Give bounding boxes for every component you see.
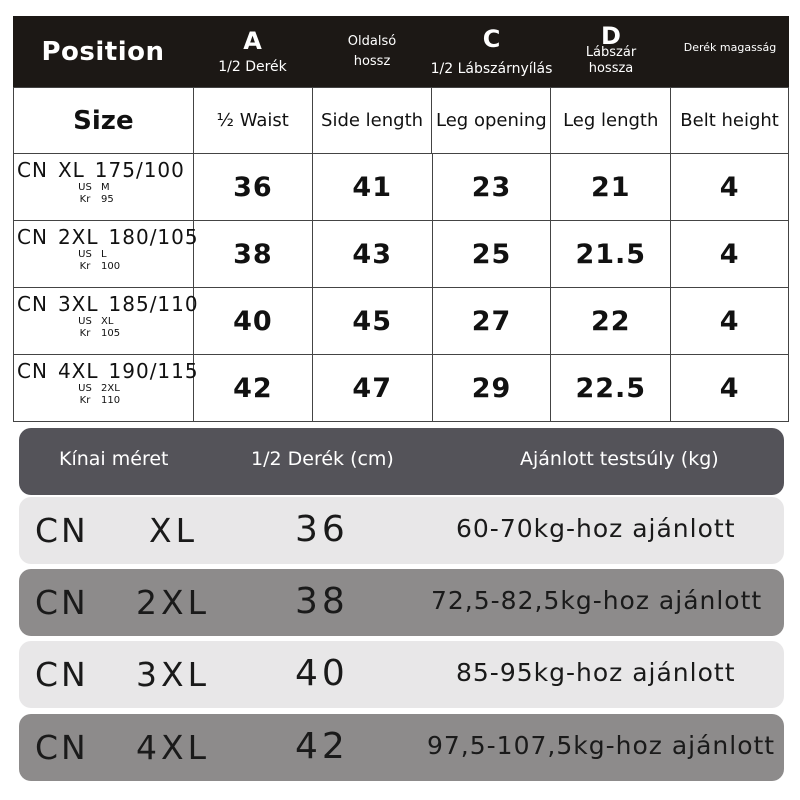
recommend-row — [19, 569, 784, 636]
recommend-waist: 38 — [295, 581, 349, 622]
recommend-row — [19, 497, 784, 564]
value-cell — [194, 355, 313, 422]
value-waist: 36 — [233, 171, 273, 203]
value-belt-height: 4 — [719, 305, 740, 337]
kr-label: Kr — [79, 395, 91, 406]
recommend-weight: 97,5-107,5kg-hoz ajánlott — [427, 731, 776, 760]
size-cn: CN — [17, 359, 48, 383]
label-side-length: Side length — [321, 110, 424, 131]
recommend-header — [19, 428, 784, 495]
header-sub-e: Derék magasság — [683, 41, 777, 54]
size-code: 3XL — [57, 292, 99, 316]
recommend-row — [19, 714, 784, 781]
value-cell — [551, 154, 671, 221]
value-leg-length: 21 — [591, 171, 631, 203]
kr-value: 110 — [101, 395, 121, 406]
header-letter-c: C — [482, 24, 501, 53]
recommend-weight: 72,5-82,5kg-hoz ajánlott — [431, 586, 763, 615]
size-title: Size — [73, 105, 134, 136]
value-cell — [313, 355, 433, 422]
header-col-c — [432, 16, 551, 87]
value-cell — [671, 288, 789, 355]
us-value: XL — [101, 316, 114, 327]
label-leg-opening: Leg opening — [436, 110, 547, 131]
value-leg-length: 22 — [591, 305, 631, 337]
value-cell — [194, 288, 313, 355]
size-us — [69, 249, 107, 261]
header-col-e — [671, 16, 789, 87]
header-col-a — [193, 16, 312, 87]
size-cn: CN — [17, 225, 48, 249]
label-cell — [194, 88, 313, 154]
value-cell — [671, 221, 789, 288]
position-header-cell — [13, 16, 193, 87]
recommend-waist: 40 — [295, 653, 349, 694]
value-waist: 38 — [233, 238, 273, 270]
recommend-header-size: Kínai méret — [59, 448, 169, 470]
recommend-size: 4XL — [136, 728, 210, 767]
value-cell — [551, 288, 671, 355]
value-cell — [551, 221, 671, 288]
recommend-size: 2XL — [136, 583, 210, 622]
recommend-waist: 36 — [295, 509, 349, 550]
kr-label: Kr — [79, 328, 91, 339]
label-cell — [432, 88, 551, 154]
size-cn: CN — [17, 292, 48, 316]
size-kr — [69, 194, 114, 206]
size-cell — [14, 355, 199, 422]
value-waist: 42 — [233, 372, 273, 404]
kr-label: Kr — [79, 261, 91, 272]
recommend-size: XL — [149, 511, 198, 550]
header-col-d — [551, 16, 671, 87]
size-main — [17, 292, 209, 316]
size-measure: 185/110 — [108, 292, 199, 316]
header-letter-a: A — [243, 26, 262, 55]
value-cell — [313, 154, 433, 221]
value-cell — [671, 355, 789, 422]
label-row — [14, 88, 789, 154]
size-cn: CN — [17, 158, 48, 182]
value-side-length: 47 — [352, 372, 392, 404]
size-us — [69, 182, 110, 194]
table-row — [14, 288, 789, 355]
size-main — [17, 225, 209, 249]
size-code: XL — [57, 158, 85, 182]
header-letter-d: D — [601, 21, 621, 50]
header-sub-d: Lábszár hossza — [585, 44, 637, 76]
table-row — [14, 221, 789, 288]
position-header-row — [13, 16, 789, 87]
value-leg-length: 21.5 — [575, 238, 647, 270]
recommend-waist: 42 — [295, 726, 349, 767]
value-cell — [194, 154, 313, 221]
kr-label: Kr — [79, 194, 91, 205]
size-main — [17, 359, 209, 383]
recommend-cn: CN — [35, 655, 89, 694]
size-table — [13, 16, 789, 422]
value-leg-opening: 25 — [471, 238, 512, 270]
value-leg-opening: 23 — [471, 171, 512, 203]
size-measure: 175/100 — [94, 158, 185, 182]
header-sub-c: 1/2 Lábszárnyílás — [430, 60, 553, 77]
value-cell — [313, 221, 433, 288]
recommend-cn: CN — [35, 728, 89, 767]
us-value: 2XL — [101, 383, 120, 394]
us-value: L — [101, 249, 107, 260]
size-kr — [69, 261, 120, 273]
value-cell — [551, 355, 671, 422]
size-table-body — [13, 87, 789, 422]
size-kr — [69, 395, 120, 407]
value-cell — [433, 288, 552, 355]
header-sub-a: 1/2 Derék — [218, 58, 287, 75]
recommend-cn: CN — [35, 583, 89, 622]
value-cell — [313, 288, 433, 355]
value-leg-length: 22.5 — [575, 372, 647, 404]
size-title-cell — [14, 88, 194, 154]
value-belt-height: 4 — [719, 171, 740, 203]
kr-value: 100 — [101, 261, 121, 272]
size-measure: 180/105 — [108, 225, 199, 249]
recommend-header-weight: Ajánlott testsúly (kg) — [520, 448, 719, 470]
size-kr — [69, 328, 120, 340]
kr-value: 105 — [101, 328, 121, 339]
value-side-length: 45 — [352, 305, 392, 337]
us-label: US — [78, 383, 92, 394]
recommend-weight: 85-95kg-hoz ajánlott — [456, 658, 736, 687]
position-label: Position — [41, 36, 165, 67]
header-col-b — [312, 16, 432, 87]
recommend-row — [19, 641, 784, 708]
recommend-header-waist: 1/2 Derék (cm) — [251, 448, 394, 470]
recommend-size: 3XL — [136, 655, 210, 694]
header-sub-b: Oldalsó hossz — [347, 33, 397, 69]
label-cell — [551, 88, 671, 154]
value-cell — [194, 221, 313, 288]
size-us — [69, 316, 113, 328]
value-leg-opening: 29 — [471, 372, 512, 404]
value-side-length: 41 — [352, 171, 392, 203]
size-cell — [14, 154, 194, 221]
size-code: 2XL — [57, 225, 99, 249]
label-cell — [313, 88, 433, 154]
value-cell — [671, 154, 789, 221]
us-label: US — [78, 316, 92, 327]
label-waist: ½ Waist — [216, 110, 289, 131]
size-code: 4XL — [57, 359, 99, 383]
us-value: M — [101, 182, 110, 193]
value-belt-height: 4 — [719, 372, 740, 404]
table-row — [14, 355, 789, 422]
value-cell — [433, 221, 552, 288]
size-main — [17, 158, 195, 182]
size-us — [69, 383, 120, 395]
recommend-weight: 60-70kg-hoz ajánlott — [456, 514, 736, 543]
value-belt-height: 4 — [719, 238, 740, 270]
us-label: US — [78, 182, 92, 193]
value-side-length: 43 — [352, 238, 392, 270]
recommend-cn: CN — [35, 511, 89, 550]
size-measure: 190/115 — [108, 359, 199, 383]
label-leg-length: Leg length — [563, 110, 659, 131]
label-belt-height: Belt height — [680, 110, 779, 131]
kr-value: 95 — [101, 194, 114, 205]
value-waist: 40 — [233, 305, 273, 337]
value-leg-opening: 27 — [471, 305, 512, 337]
us-label: US — [78, 249, 92, 260]
table-row — [14, 154, 789, 221]
value-cell — [433, 355, 552, 422]
size-cell — [14, 221, 199, 288]
label-cell — [671, 88, 789, 154]
size-cell — [14, 288, 199, 355]
value-cell — [433, 154, 552, 221]
